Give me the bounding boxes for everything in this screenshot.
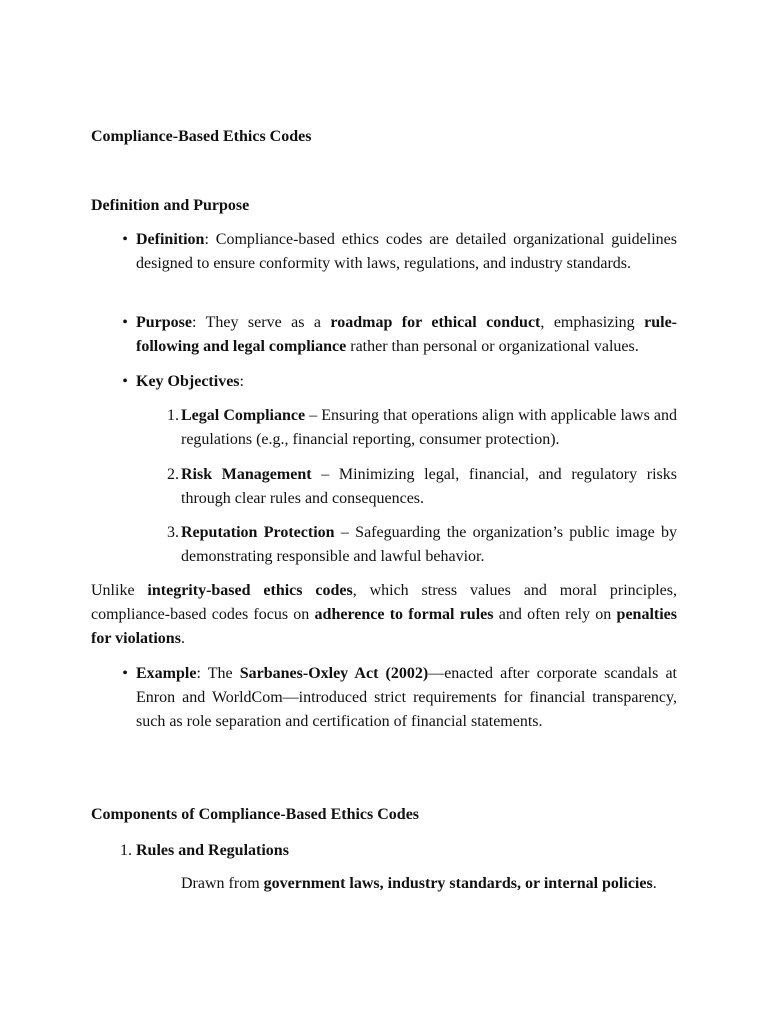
bullet-purpose — [114, 311, 677, 359]
component-number: 1. — [120, 842, 132, 859]
bullet-marker: • — [122, 665, 128, 682]
section-heading-definition-purpose: Definition and Purpose — [91, 197, 250, 214]
purpose-text-3: rather than personal or organizational values. — [346, 338, 639, 355]
objective-text — [181, 463, 677, 511]
objective-text — [181, 404, 677, 452]
objective-item — [155, 404, 677, 452]
key-objectives-colon: : — [239, 373, 244, 390]
paragraph-text-3: and often rely on — [493, 606, 617, 623]
component-detail-bold: government laws, industry standards, or internal policies — [263, 875, 653, 892]
objective-body: – Ensuring that operations align with applicable laws and regulations (e.g., financial reporting, consumer protection). — [181, 407, 677, 448]
purpose-text — [136, 311, 677, 359]
paragraph-text-2: , which stress values and moral principles, compliance-based codes focus on — [91, 582, 677, 623]
objective-label: Legal Compliance — [181, 407, 306, 424]
key-objectives-label: Key Objectives — [136, 373, 240, 390]
section-heading-components: Components of Compliance-Based Ethics Codes — [91, 806, 420, 823]
paragraph-bold-3: penalties for violations — [91, 606, 677, 647]
example-label: Example — [136, 665, 197, 682]
definition-text — [136, 228, 677, 276]
bullet-marker: • — [122, 373, 128, 390]
component-detail — [181, 872, 677, 896]
paragraph-bold-1: integrity-based ethics codes — [147, 582, 353, 599]
objective-item — [155, 463, 677, 511]
definition-body: : Compliance-based ethics codes are detailed organizational guidelines designed to ensure conformity with laws, regulations, and industry standards. — [136, 231, 677, 272]
bullet-marker: • — [122, 314, 128, 331]
purpose-bold-2: rule-following and legal compliance — [136, 314, 677, 355]
purpose-label: Purpose — [136, 314, 192, 331]
purpose-text-1: : They serve as a — [192, 314, 331, 331]
objective-label: Risk Management — [181, 466, 312, 483]
components-list-item — [112, 839, 677, 863]
example-text — [136, 662, 677, 734]
objective-number: 2. — [167, 466, 179, 483]
example-text-2: —enacted after corporate scandals at Enron and WorldCom—introduced strict requirements for financial transparency, such as role separation and certification of financial statements. — [136, 665, 677, 730]
example-bold: Sarbanes-Oxley Act (2002) — [239, 665, 429, 682]
component-detail-text-1: Drawn from — [181, 875, 264, 892]
objective-number: 3. — [167, 524, 179, 541]
objective-number: 1. — [167, 407, 179, 424]
comparison-paragraph — [91, 579, 677, 651]
component-detail-text-2: . — [652, 875, 657, 892]
paragraph-text-4: . — [180, 630, 185, 647]
objective-body: – Safeguarding the organization’s public image by demonstrating responsible and lawful behavior. — [181, 524, 677, 565]
bullet-key-objectives — [114, 370, 677, 394]
purpose-bold-1: roadmap for ethical conduct — [330, 314, 541, 331]
objective-item — [155, 521, 677, 569]
bullet-marker: • — [122, 231, 128, 248]
objective-body: – Minimizing legal, financial, and regulatory risks through clear rules and consequences. — [181, 466, 677, 507]
paragraph-bold-2: adherence to formal rules — [314, 606, 494, 623]
bullet-example — [114, 662, 677, 734]
component-label: Rules and Regulations — [136, 842, 289, 859]
purpose-text-2: , emphasizing — [540, 314, 645, 331]
objective-label: Reputation Protection — [181, 524, 335, 541]
paragraph-text-1: Unlike — [91, 582, 148, 599]
bullet-definition — [114, 228, 677, 276]
objective-text — [181, 521, 677, 569]
example-text-1: : The — [196, 665, 240, 682]
document-title: Compliance-Based Ethics Codes — [91, 128, 312, 145]
definition-label: Definition — [136, 231, 205, 248]
key-objectives-text — [136, 370, 677, 394]
